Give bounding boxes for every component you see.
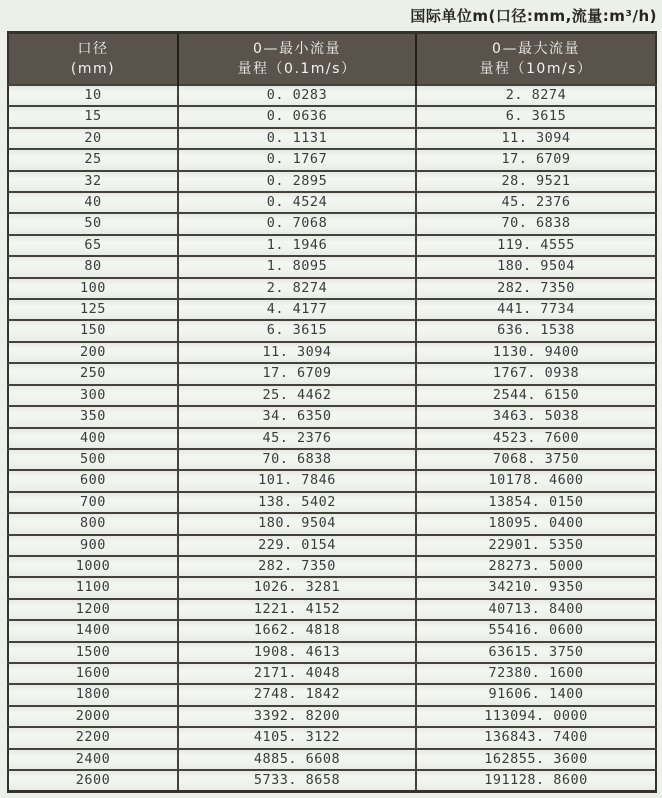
max-flow-cell: 4523. 7600 [416, 428, 656, 449]
max-flow-cell: 441. 7734 [416, 299, 656, 320]
max-flow-cell: 119. 4555 [416, 235, 656, 256]
col-header-min-flow-line2: 量程（0.1m/s） [237, 61, 357, 77]
min-flow-cell: 45. 2376 [178, 428, 416, 449]
diameter-cell: 500 [8, 449, 178, 470]
diameter-cell: 1600 [8, 663, 178, 684]
table-row [8, 278, 656, 299]
min-flow-cell: 282. 7350 [178, 556, 416, 577]
table-row [8, 342, 656, 363]
table-row [8, 428, 656, 449]
table-row [8, 106, 656, 127]
min-flow-cell: 1221. 4152 [178, 599, 416, 620]
min-flow-cell: 34. 6350 [178, 406, 416, 427]
table-row [8, 620, 656, 641]
min-flow-cell: 1662. 4818 [178, 620, 416, 641]
diameter-cell: 300 [8, 385, 178, 406]
min-flow-cell: 1026. 3281 [178, 577, 416, 598]
max-flow-cell: 1130. 9400 [416, 342, 656, 363]
col-header-min-flow-line1: 0—最小流量 [253, 41, 341, 57]
table-row [8, 513, 656, 534]
min-flow-cell: 5733. 8658 [178, 770, 416, 792]
diameter-cell: 350 [8, 406, 178, 427]
min-flow-cell: 180. 9504 [178, 513, 416, 534]
max-flow-cell: 1767. 0938 [416, 363, 656, 384]
max-flow-cell: 28273. 5000 [416, 556, 656, 577]
table-row [8, 363, 656, 384]
table-header [8, 33, 656, 86]
max-flow-cell: 162855. 3600 [416, 749, 656, 770]
table-row [8, 406, 656, 427]
table-row [8, 492, 656, 513]
diameter-cell: 100 [8, 278, 178, 299]
diameter-cell: 15 [8, 106, 178, 127]
min-flow-cell: 6. 3615 [178, 320, 416, 341]
max-flow-cell: 72380. 1600 [416, 663, 656, 684]
table-row [8, 299, 656, 320]
diameter-cell: 40 [8, 192, 178, 213]
min-flow-cell: 0. 0636 [178, 106, 416, 127]
min-flow-cell: 25. 4462 [178, 385, 416, 406]
min-flow-cell: 1908. 4613 [178, 642, 416, 663]
table-row [8, 213, 656, 234]
max-flow-cell: 91606. 1400 [416, 684, 656, 705]
table-row [8, 642, 656, 663]
max-flow-cell: 10178. 4600 [416, 470, 656, 491]
min-flow-cell: 2. 8274 [178, 278, 416, 299]
diameter-cell: 1800 [8, 684, 178, 705]
col-header-diameter-line2: (mm) [70, 61, 116, 77]
min-flow-cell: 4. 4177 [178, 299, 416, 320]
table-row [8, 556, 656, 577]
table-row [8, 85, 656, 106]
diameter-cell: 32 [8, 171, 178, 192]
table-row [8, 256, 656, 277]
max-flow-cell: 34210. 9350 [416, 577, 656, 598]
table-row [8, 577, 656, 598]
table-row [8, 192, 656, 213]
diameter-cell: 25 [8, 149, 178, 170]
max-flow-cell: 282. 7350 [416, 278, 656, 299]
min-flow-cell: 0. 0283 [178, 85, 416, 106]
diameter-cell: 200 [8, 342, 178, 363]
diameter-cell: 2000 [8, 706, 178, 727]
diameter-cell: 80 [8, 256, 178, 277]
table-row [8, 663, 656, 684]
table-row [8, 128, 656, 149]
diameter-cell: 1400 [8, 620, 178, 641]
diameter-cell: 800 [8, 513, 178, 534]
flow-range-table [7, 31, 657, 793]
diameter-cell: 10 [8, 85, 178, 106]
diameter-cell: 50 [8, 213, 178, 234]
max-flow-cell: 6. 3615 [416, 106, 656, 127]
min-flow-cell: 0. 7068 [178, 213, 416, 234]
diameter-cell: 700 [8, 492, 178, 513]
max-flow-cell: 636. 1538 [416, 320, 656, 341]
table-row [8, 171, 656, 192]
table-row [8, 470, 656, 491]
min-flow-cell: 2748. 1842 [178, 684, 416, 705]
diameter-cell: 600 [8, 470, 178, 491]
diameter-cell: 2200 [8, 727, 178, 748]
min-flow-cell: 4105. 3122 [178, 727, 416, 748]
page-title: 国际单位m(口径:mm,流量:m³/h) [410, 7, 657, 25]
max-flow-cell: 180. 9504 [416, 256, 656, 277]
table-row [8, 770, 656, 792]
table-row [8, 320, 656, 341]
max-flow-cell: 40713. 8400 [416, 599, 656, 620]
table-row [8, 706, 656, 727]
col-header-diameter [8, 33, 178, 86]
diameter-cell: 1100 [8, 577, 178, 598]
table-row [8, 385, 656, 406]
min-flow-cell: 0. 2895 [178, 171, 416, 192]
table-row [8, 449, 656, 470]
table-row [8, 727, 656, 748]
min-flow-cell: 101. 7846 [178, 470, 416, 491]
min-flow-cell: 0. 4524 [178, 192, 416, 213]
diameter-cell: 125 [8, 299, 178, 320]
min-flow-cell: 229. 0154 [178, 535, 416, 556]
min-flow-cell: 70. 6838 [178, 449, 416, 470]
max-flow-cell: 17. 6709 [416, 149, 656, 170]
max-flow-cell: 113094. 0000 [416, 706, 656, 727]
diameter-cell: 20 [8, 128, 178, 149]
min-flow-cell: 3392. 8200 [178, 706, 416, 727]
diameter-cell: 2400 [8, 749, 178, 770]
min-flow-cell: 2171. 4048 [178, 663, 416, 684]
max-flow-cell: 136843. 7400 [416, 727, 656, 748]
diameter-cell: 250 [8, 363, 178, 384]
max-flow-cell: 28. 9521 [416, 171, 656, 192]
min-flow-cell: 0. 1767 [178, 149, 416, 170]
min-flow-cell: 138. 5402 [178, 492, 416, 513]
max-flow-cell: 55416. 0600 [416, 620, 656, 641]
max-flow-cell: 2. 8274 [416, 85, 656, 106]
table-row [8, 749, 656, 770]
max-flow-cell: 70. 6838 [416, 213, 656, 234]
max-flow-cell: 11. 3094 [416, 128, 656, 149]
table-row [8, 535, 656, 556]
table-body [8, 85, 656, 792]
diameter-cell: 1200 [8, 599, 178, 620]
max-flow-cell: 22901. 5350 [416, 535, 656, 556]
col-header-max-flow-line1: 0—最大流量 [492, 41, 580, 57]
min-flow-cell: 11. 3094 [178, 342, 416, 363]
diameter-cell: 1500 [8, 642, 178, 663]
table-row [8, 235, 656, 256]
diameter-cell: 2600 [8, 770, 178, 792]
col-header-min-flow [178, 33, 416, 86]
diameter-cell: 150 [8, 320, 178, 341]
max-flow-cell: 13854. 0150 [416, 492, 656, 513]
min-flow-cell: 0. 1131 [178, 128, 416, 149]
max-flow-cell: 191128. 8600 [416, 770, 656, 792]
table-row [8, 684, 656, 705]
min-flow-cell: 17. 6709 [178, 363, 416, 384]
max-flow-cell: 2544. 6150 [416, 385, 656, 406]
table-row [8, 149, 656, 170]
max-flow-cell: 63615. 3750 [416, 642, 656, 663]
header-row [8, 33, 656, 86]
col-header-max-flow [416, 33, 656, 86]
col-header-diameter-line1: 口径 [77, 41, 109, 57]
col-header-max-flow-line2: 量程（10m/s） [479, 61, 593, 77]
table-row [8, 599, 656, 620]
diameter-cell: 65 [8, 235, 178, 256]
diameter-cell: 400 [8, 428, 178, 449]
min-flow-cell: 1. 8095 [178, 256, 416, 277]
max-flow-cell: 45. 2376 [416, 192, 656, 213]
min-flow-cell: 1. 1946 [178, 235, 416, 256]
max-flow-cell: 18095. 0400 [416, 513, 656, 534]
diameter-cell: 1000 [8, 556, 178, 577]
max-flow-cell: 3463. 5038 [416, 406, 656, 427]
max-flow-cell: 7068. 3750 [416, 449, 656, 470]
min-flow-cell: 4885. 6608 [178, 749, 416, 770]
diameter-cell: 900 [8, 535, 178, 556]
